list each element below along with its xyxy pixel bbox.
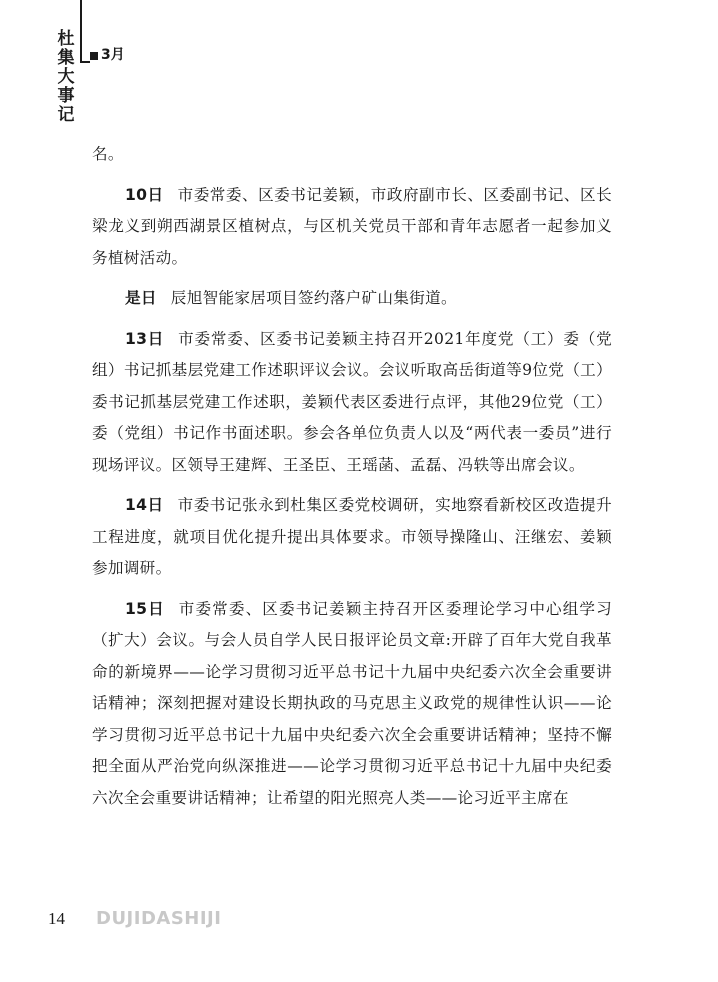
entry-date: 14日 [125, 496, 164, 514]
month-square-marker [90, 52, 98, 60]
page-number: 14 [48, 909, 65, 928]
entry-text: 名。 [92, 145, 124, 163]
running-title: 杜集大事记 [57, 29, 75, 125]
body-text [92, 139, 612, 823]
entry-day-10 [92, 180, 612, 275]
entry-date: 10日 [125, 185, 164, 204]
entry-day-14 [92, 490, 612, 585]
entry-day-15 [92, 594, 612, 815]
header-horizontal-rule [80, 61, 90, 63]
entry-date: 13日 [125, 329, 165, 348]
entry-date: 是日 [125, 289, 157, 307]
entry-day-13 [92, 324, 612, 482]
entry-text: 辰旭智能家居项目签约落户矿山集街道。 [170, 289, 457, 307]
entry-text: 市委常委、区委书记姜颖，市政府副市长、区委副书记、区长梁龙义到朔西湖景区植树点，与区机关党员干部和青年志愿者一起参加义务植树活动。 [92, 185, 612, 267]
month-label: 3月 [101, 47, 125, 63]
entry-text: 市委书记张永到杜集区委党校调研，实地察看新校区改造提升工程进度，就项目优化提升提出具体要求。市领导操隆山、汪继宏、姜颖参加调研。 [92, 496, 612, 577]
header-vertical-rule [80, 0, 82, 62]
footer-title: DUJIDASHIJI [96, 908, 222, 929]
entry-continuation [92, 139, 612, 171]
entry-text: 市委常委、区委书记姜颖主持召开2021年度党（工）委（党组）书记抓基层党建工作述职评议会议。会议听取高岳街道等9位党（工）委书记抓基层党建工作述职，姜颖代表区委进行点评，其他29位党（工）委（党组）书记作书面述职。参会各单位负责人以及“两代表一委员”进行现场评议。区领导王建辉、王圣臣、王瑶菡、孟磊、冯轶等出席会议。 [92, 329, 612, 474]
entry-date: 15日 [125, 599, 165, 618]
entry-same-day [92, 283, 612, 315]
entry-text: 市委常委、区委书记姜颖主持召开区委理论学习中心组学习（扩大）会议。与会人员自学人民日报评论员文章:开辟了百年大党自我革命的新境界——论学习贯彻习近平总书记十九届中央纪委六次全会重要讲话精神；深刻把握对建设长期执政的马克思主义政党的规律性认识——论学习贯彻习近平总书记十九届中央纪委六次全会重要讲话精神；坚持不懈把全面从严治党向纵深推进——论学习贯彻习近平总书记十九届中央纪委六次全会重要讲话精神；让希望的阳光照亮人类——论习近平主席在 [92, 599, 612, 807]
